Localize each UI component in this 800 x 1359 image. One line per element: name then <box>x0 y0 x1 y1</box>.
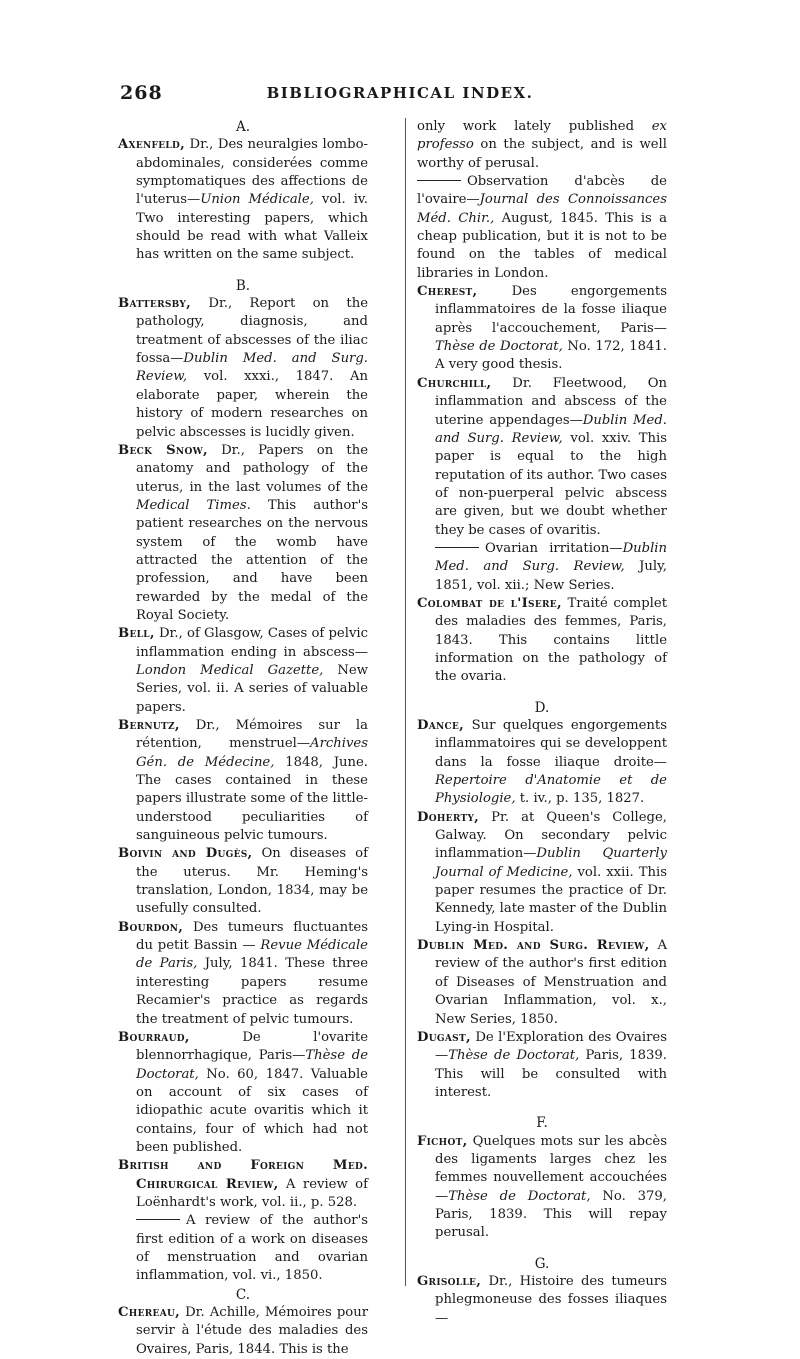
entry-bourraud: Bourraud, De l'ovarite blennorrhagique, Paris—Thèse de Doctorat, No. 60, 1847. Valuable on account of six cases of idiopathic acute ovaritis which it contains, four of which had not been published. <box>118 1029 368 1155</box>
entry-chereau: Chereau, Dr. Achille, Mémoires pour servir à l'étude des maladies des Ovaires, Paris, 1844. This is the <box>118 1305 368 1357</box>
entry-beck: Beck Snow, Dr., Papers on the anatomy and pathology of the uterus, in the last volumes of the Medical Times. This author's patient researches on the nervous system of the womb have attracted the attention of the profession, and have been rewarded by the medal of the Royal Society. <box>118 442 368 623</box>
entry-author: Colombat de l'Isere, <box>417 595 562 611</box>
ditto-dash <box>136 1219 180 1220</box>
section-letter: A. <box>235 119 251 135</box>
section-letter: F. <box>536 1115 548 1132</box>
page-header <box>0 82 800 108</box>
journal-title: London Medical Gazette, <box>136 662 324 678</box>
section-letter: D. <box>534 699 550 716</box>
running-title: BIBLIOGRAPHICAL INDEX. <box>266 84 534 102</box>
entry-author: Dance, <box>417 718 465 733</box>
entry-author: Doherty, <box>417 809 480 825</box>
section-letter: G. <box>534 1255 550 1272</box>
entry-bernutz: Bernutz, Dr., Mémoires sur la rétention, menstruel—Archives Gén. de Médecine, 1848, June. The cases contained in these papers illustrate some of the little-understood peculiarities of sanguineous pelvic tumours. <box>118 718 369 844</box>
journal-title: Journal des Connoissances Méd. Chir., <box>417 192 667 226</box>
journal-title: Dublin Med. and Surg. Review, <box>435 412 667 446</box>
journal-title: Union Médicale, <box>200 192 314 208</box>
entry-british-sub: A review of the author's first edition of a work on diseases of menstruation and ovarian inflammation, vol. vi., 1850. <box>136 1213 368 1284</box>
entry-author: Bourdon, <box>118 919 184 935</box>
entry-axenfeld: Axenfeld, Dr., Des neuralgies lombo-abdominales, considerées comme symptomatiques des affections de l'uterus—Union Médicale, vol. iv. Two interesting papers, which should be read with what Valleix has written on the same subject. <box>118 137 368 263</box>
entry-author: Cherest, <box>417 284 478 300</box>
left-column <box>118 118 368 1359</box>
entry-churchill: Churchill, Dr. Fleetwood, On inflammation and abscess of the uterine appendages—Dublin Med. and Surg. Review, vol. xxiv. This paper is equal to the high reputation of its author. Two cases of non-puerperal pelvic abscess are given, but we doubt whether they be cases of ovaritis. <box>417 375 667 538</box>
entry-author: Beck Snow, <box>118 442 208 458</box>
entry-colombat: Colombat de l'Isere, Traité complet des maladies des femmes, Paris, 1843. This contains little information on the pathology of the ovaria. <box>417 595 668 685</box>
journal-title: Thèse de Doctorat, <box>448 1188 591 1204</box>
entry-british: British and Foreign Med. Chirurgical Review, A review of Loënhardt's work, vol. ii., p. 528. <box>118 1158 369 1210</box>
ditto-dash <box>435 547 479 548</box>
entry-author: British and Foreign Med. Chirurgical Review, <box>118 1158 368 1192</box>
entry-author: Boivin and Dugès, <box>118 846 253 862</box>
ditto-dash <box>417 180 461 181</box>
entry-author: Dugast, <box>417 1029 471 1045</box>
journal-title: Repertoire d'Anatomie et de Physiologie, <box>435 773 667 807</box>
section-letter: C. <box>235 1286 251 1303</box>
entry-author: Dublin Med. and Surg. Review, <box>417 938 650 954</box>
entry-boivin: Boivin and Dugès, On diseases of the uterus. Mr. Heming's translation, London, 1834, may be usefully consulted. <box>118 846 368 917</box>
column-divider <box>405 118 406 1286</box>
entry-chereau-sub: Observation d'abcès de l'ovaire—Journal des Connoissances Méd. Chir., August, 1845. This is a cheap publication, but it is not to be found on the tables of medical libraries in London. <box>417 174 668 281</box>
entry-doherty: Doherty, Pr. at Queen's College, Galway. On secondary pelvic inflammation—Dublin Quarterly Journal of Medicine, vol. xxii. This paper resumes the practice of Dr. Kennedy, late master of the Dublin Lying-in Hospital. <box>417 809 667 935</box>
entry-dugast: Dugast, De l'Exploration des Ovaires —Thèse de Doctorat, Paris, 1839. This will be consulted with interest. <box>417 1029 668 1100</box>
entry-author: Bell, <box>118 626 155 642</box>
entry-author: Fichot, <box>417 1133 468 1149</box>
journal-title: Dublin Med. and Surg. Review, <box>435 540 667 575</box>
entry-author: Churchill, <box>417 375 492 391</box>
journal-title: Archives Gén. de Médecine, <box>136 736 368 770</box>
section-letter: B. <box>235 277 251 294</box>
entry-bell: Bell, Dr., of Glasgow, Cases of pelvic inflammation ending in abscess—London Medical Gazette, New Series, vol. ii. A series of valuable papers. <box>118 626 368 715</box>
journal-title: Dublin Quarterly Journal of Medicine, <box>435 846 667 880</box>
entry-fichot: Fichot, Quelques mots sur les abcès des ligaments larges chez les femmes nouvellement accouchées—Thèse de Doctorat, No. 379, Paris, 1839. This will repay perusal. <box>417 1133 667 1241</box>
entry-author: Grisolle, <box>417 1273 482 1289</box>
journal-title: Thèse de Doctorat, <box>136 1048 368 1082</box>
entry-author: Battersby, <box>118 296 192 312</box>
journal-title: ex professo <box>417 119 667 153</box>
journal-title: Revue Médicale de Paris, <box>136 938 368 972</box>
journal-title: Thèse de Doctorat, <box>448 1048 580 1064</box>
entry-cherest: Cherest, Des engorgements inflammatoires de la fosse iliaque après l'accouchement, Paris—Thèse de Doctorat, No. 172, 1841. A very good thesis. <box>417 284 668 373</box>
entry-dublin: Dublin Med. and Surg. Review, A review of the author's first edition of Diseases of Menstruation and Ovarian Inflammation, vol. x., New Series, 1850. <box>417 938 667 1027</box>
entry-author: Bernutz, <box>118 718 180 733</box>
entry-author: Axenfeld, <box>118 137 185 153</box>
right-column <box>417 118 667 1328</box>
entry-battersby: Battersby, Dr., Report on the pathology, diagnosis, and treatment of abscesses of the iliac fossa—Dublin Med. and Surg. Review, vol. xxxi., 1847. An elaborate paper, wherein the history of modern researches on pelvic abscesses is lucidly given. <box>118 296 368 440</box>
entry-author: Bourraud, <box>118 1029 190 1045</box>
journal-title: Dublin Med. and Surg. Review, <box>136 351 368 385</box>
entry-dance: Dance, Sur quelques engorgements inflammatoires qui se developpent dans la fosse iliaque droite—Repertoire d'Anatomie et de Physiologie, t. iv., p. 135, 1827. <box>417 718 667 807</box>
page-number: 268 <box>120 82 163 104</box>
entry-chereau-continued: only work lately published ex professo on the subject, and is well worthy of perusal. <box>417 119 667 171</box>
journal-title: Thèse de Doctorat, <box>435 339 563 355</box>
entry-churchill-sub: Ovarian irritation—Dublin Med. and Surg. Review, July, 1851, vol. xii.; New Series. <box>435 540 667 593</box>
entry-author: Chereau, <box>118 1305 181 1320</box>
entry-bourdon: Bourdon, Des tumeurs fluctuantes du petit Bassin — Revue Médicale de Paris, July, 1841. These three interesting papers resume Recamier's practice as regards the treatment of pelvic tumours. <box>118 919 369 1027</box>
journal-title: Medical Times. <box>136 497 251 513</box>
entry-grisolle: Grisolle, Dr., Histoire des tumeurs phlegmoneuse des fosses iliaques — <box>417 1273 667 1326</box>
